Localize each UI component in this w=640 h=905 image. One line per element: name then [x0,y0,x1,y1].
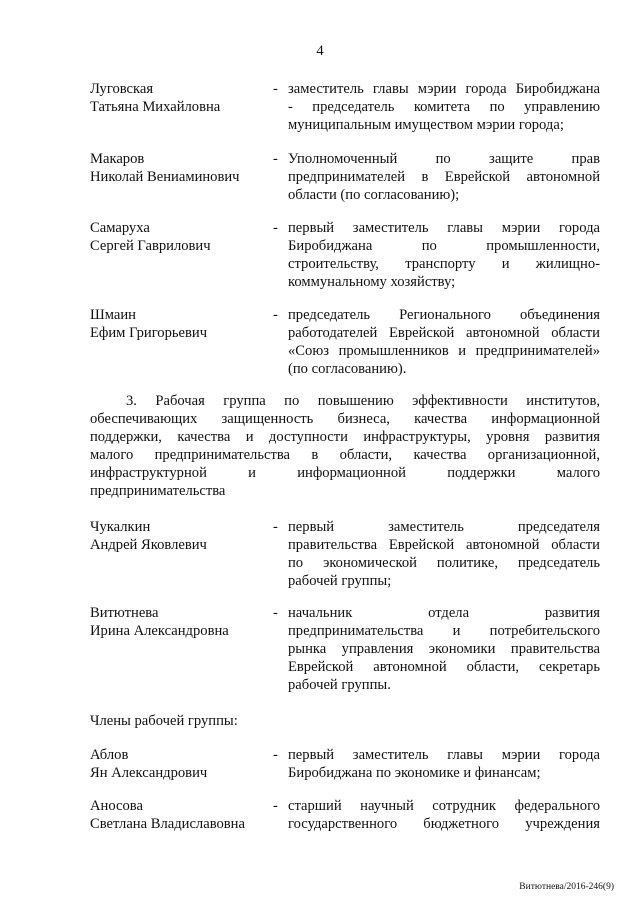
dash: - [273,220,278,236]
desc-line: председатель Регионального объединения [288,307,600,323]
desc-line: рабочей группы; [288,573,392,589]
desc-line: строительству, транспорту и жилищно- [288,256,600,272]
desc-line: первый заместитель председателя [288,519,600,535]
desc-line: Биробиджана по промышленности, [288,238,600,254]
desc-line: Еврейской автономной области, секретарь [288,659,600,675]
dash: - [273,307,278,323]
dash: - [273,747,278,763]
desc-line: (по согласованию). [288,361,407,377]
desc-line: предпринимательства и потребительского [288,623,600,639]
person-name [90,518,270,554]
position-description [288,306,600,378]
given-names: Ефим Григорьевич [90,325,208,341]
document-footer-code: Витютнева/2016-246(9) [519,882,614,892]
desc-line: «Союз промышленников и предпринимателей» [288,343,600,359]
paragraph-line: поддержки, качества и доступности инфраструктуры, уровня развития [90,429,600,445]
surname: Шмаин [90,307,136,323]
position-description [288,150,600,204]
paragraph-line: малого предпринимательства в области, качества организационной, [90,447,600,463]
dash: - [273,519,278,535]
desc-line: правительства Еврейской автономной области [288,537,600,553]
dash: - [273,605,278,621]
paragraph-line: 3. Рабочая группа по повышению эффективности институтов, [126,393,600,409]
paragraph-line: инфраструктурной и информационной поддержки малого [90,465,600,481]
person-name [90,80,270,116]
given-names: Светлана Владиславовна [90,816,245,832]
desc-line: заместитель главы мэрии города Биробиджана [288,81,600,97]
desc-line: первый заместитель главы мэрии города [288,747,600,763]
surname: Макаров [90,151,145,167]
surname: Чукалкин [90,519,151,535]
desc-line: старший научный сотрудник федерального [288,798,600,814]
position-description [288,219,600,291]
desc-line: предпринимателей в Еврейской автономной [288,169,600,185]
desc-line: рынка управления экономики правительства [288,641,600,657]
desc-line: - председатель комитета по управлению [288,99,600,115]
paragraph-line: предпринимательства [90,483,226,499]
given-names: Андрей Яковлевич [90,537,207,553]
given-names: Татьяна Михайловна [90,99,221,115]
surname: Витютнева [90,605,159,621]
dash: - [273,798,278,814]
surname: Луговская [90,81,154,97]
dash: - [273,81,278,97]
paragraph-line: обеспечивающих защищенность бизнеса, качества информационной [90,411,600,427]
person-name [90,604,270,640]
desc-line: начальник отдела развития [288,605,600,621]
desc-line: муниципальным имуществом мэрии города; [288,117,564,133]
dash: - [273,151,278,167]
working-group-3-paragraph [90,392,600,500]
given-names: Ирина Александровна [90,623,229,639]
given-names: Ян Александрович [90,765,208,781]
position-description [288,518,600,590]
desc-line: государственного бюджетного учреждения [288,816,600,832]
person-name [90,746,270,782]
desc-line: коммунальному хозяйству; [288,274,456,290]
given-names: Сергей Гаврилович [90,238,211,254]
page-number: 4 [316,43,324,59]
desc-line: первый заместитель главы мэрии города [288,220,600,236]
surname: Самаруха [90,220,150,236]
position-description [288,797,600,833]
person-name [90,150,270,186]
desc-line: Биробиджана по экономике и финансам; [288,765,541,781]
desc-line: по экономической политике, председатель [288,555,600,571]
position-description [288,604,600,694]
person-name [90,219,270,255]
position-description [288,746,600,782]
desc-line: Уполномоченный по защите прав [288,151,600,167]
person-name [90,797,270,833]
person-name [90,306,270,342]
given-names: Николай Вениаминович [90,169,240,185]
members-heading: Члены рабочей группы: [90,713,238,729]
desc-line: работодателей Еврейской автономной области [288,325,600,341]
surname: Аблов [90,747,129,763]
surname: Аносова [90,798,143,814]
position-description [288,80,600,134]
desc-line: рабочей группы. [288,677,391,693]
desc-line: области (по согласованию); [288,187,460,203]
